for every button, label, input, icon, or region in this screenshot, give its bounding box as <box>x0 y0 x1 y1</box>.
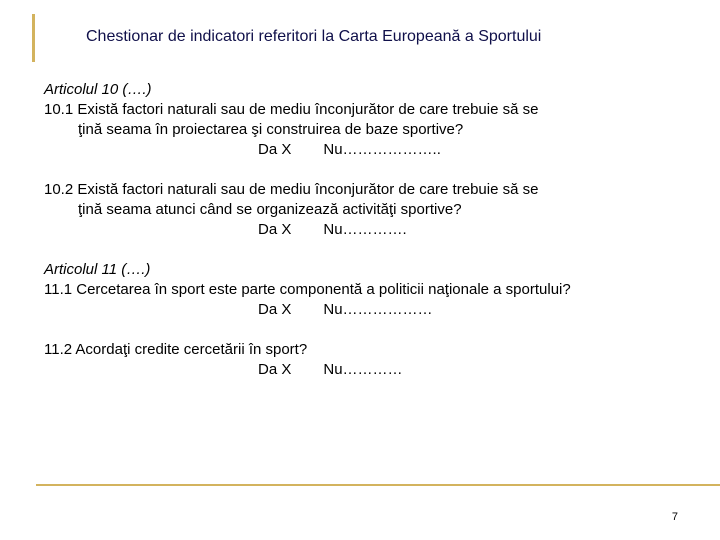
answer-10-2 <box>44 220 704 240</box>
question-10-1-line1: 10.1 Există factori naturali sau de mediu înconjurător de care trebuie să se <box>44 101 539 118</box>
answer-no: Nu………… <box>323 361 403 378</box>
answer-11-2 <box>44 360 704 380</box>
section-heading-art11: Articolul 11 (….) <box>44 261 151 278</box>
slide-title: Chestionar de indicatori referitori la Carta Europeană a Sportului <box>86 28 542 45</box>
question-11-1-line1: 11.1 Cercetarea în sport este parte componentă a politicii naţionale a sportului? <box>44 281 571 298</box>
section-heading-art10: Articolul 10 (….) <box>44 81 152 98</box>
accent-horizontal-line <box>36 484 720 486</box>
answer-yes: Da X <box>258 141 292 158</box>
answer-no: Nu…………. <box>323 221 407 238</box>
answer-no: Nu……………….. <box>323 141 441 158</box>
answer-10-1 <box>44 140 704 160</box>
page-number: 7 <box>671 511 678 523</box>
answer-no: Nu……………… <box>323 301 433 318</box>
answer-yes: Da X <box>258 301 292 318</box>
question-11-2-line1: 11.2 Acordaţi credite cercetării în sport? <box>44 341 308 358</box>
question-10-1-line2: ţină seama în proiectarea şi construirea de baze sportive? <box>78 121 464 138</box>
question-10-2-line1: 10.2 Există factori naturali sau de mediu înconjurător de care trebuie să se <box>44 181 539 198</box>
answer-11-1 <box>44 300 704 320</box>
question-10-2-line2: ţină seama atunci când se organizează activităţi sportive? <box>78 201 462 218</box>
accent-vertical-line <box>32 14 35 62</box>
answer-yes: Da X <box>258 361 292 378</box>
questionnaire-body <box>44 80 704 380</box>
answer-yes: Da X <box>258 221 292 238</box>
